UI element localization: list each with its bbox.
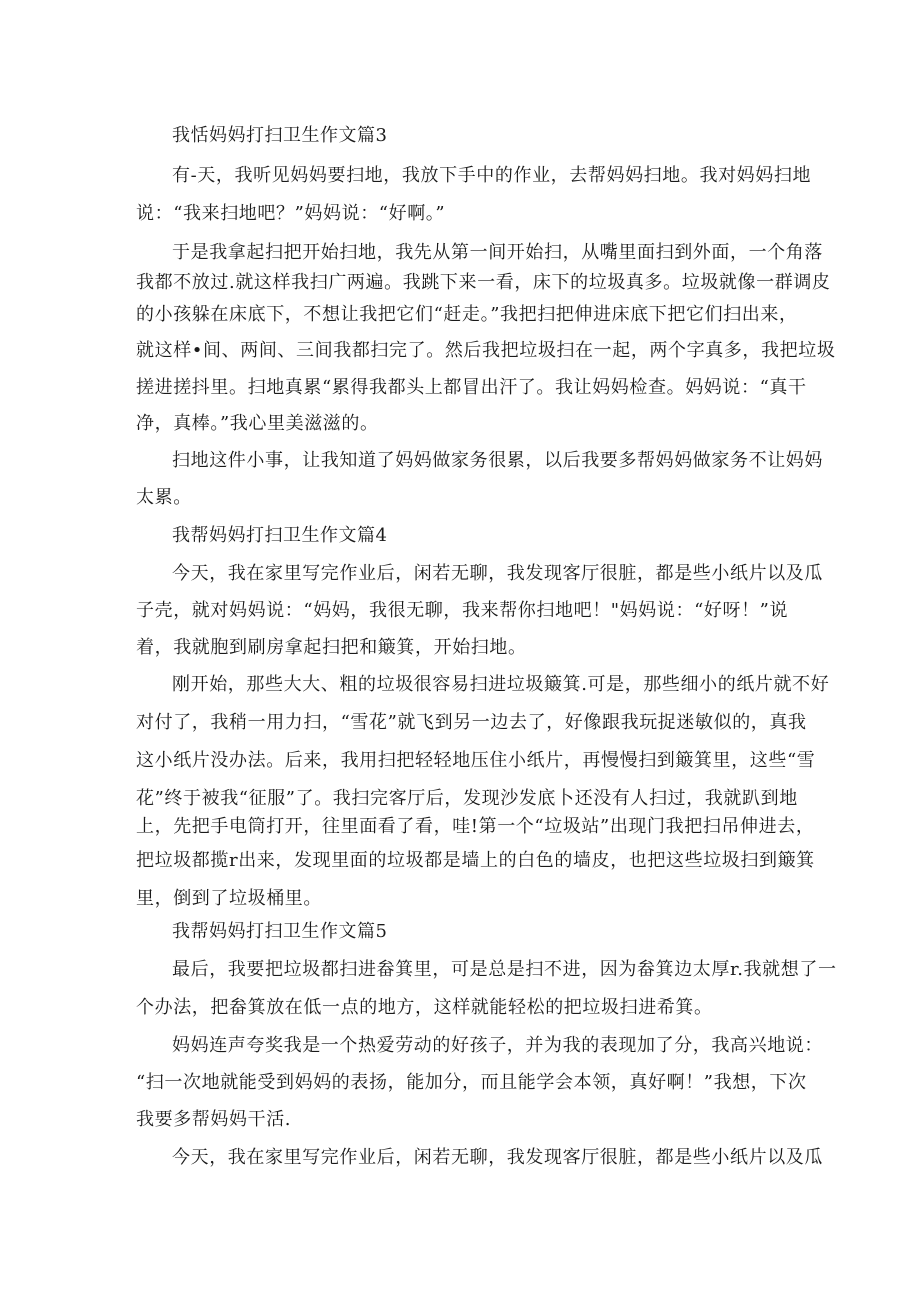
text-line: 这小纸片没办法。后来，我用扫把轻轻地压住小纸片，再慢慢扫到簸箕里，这些“雪 (136, 750, 816, 771)
text-line: 把垃圾都揽r出来，发现里面的垃圾都是墙上的白色的墙皮，也把这些垃圾扫到簸箕 (136, 850, 815, 871)
section-heading: 我帮妈妈打扫卫生作文篇5 (172, 921, 388, 942)
text-line: 的小孩躲在床底下，不想让我把它们“赶走。”我把扫把伸进床底下把它们扫出来， (136, 304, 798, 325)
text-line: 太累。 (136, 487, 192, 508)
text-line: 今天，我在家里写完作业后，闲若无聊，我发现客厅很脏，都是些小纸片以及瓜 (172, 1147, 823, 1168)
text-line: 我要多帮妈妈干活. (136, 1109, 292, 1130)
section-heading: 我恬妈妈打扫卫生作文篇3 (172, 125, 388, 146)
text-line: 子壳，就对妈妈说：“妈妈，我很无聊，我来帮你扫地吧！"妈妈说：“好呀！”说 (136, 600, 789, 621)
text-line: 最后，我要把垃圾都扫进畚箕里，可是总是扫不进，因为畚箕边太厚r.我就想了一 (172, 959, 837, 980)
text-line: 上，先把手电筒打开，往里面看了看，哇!第一个“垃圾站”出现门我把扫吊伸进去， (136, 816, 815, 837)
text-line: 我都不放过.就这样我扫广两遍。我跳下来一看，床下的垃圾真多。垃圾就像一群调皮 (136, 272, 831, 293)
text-line: 净，真棒。”我心里美滋滋的。 (136, 413, 379, 434)
text-line: 说：“我来扫地吧？”妈妈说：“好啊。” (136, 203, 446, 224)
text-line: 妈妈连声夸奖我是一个热爱劳动的好孩子，并为我的表现加了分，我高兴地说： (172, 1035, 823, 1056)
text-line: 花”终于被我“征服”了。我扫完客厅后，发现沙发底卜还没有人扫过，我就趴到地 (136, 788, 798, 809)
text-line: 搓进搓抖里。扫地真累“累得我都头上都冒出汗了。我让妈妈检查。妈妈说：“真干 (136, 377, 807, 398)
text-line: 着，我就胞到刷房拿起扫把和簸箕，开始扫地。 (136, 637, 527, 658)
text-line: 有-天，我听见妈妈要扫地，我放下手中的作业，去帮妈妈扫地。我对妈妈扫地 (172, 165, 812, 186)
text-line: 今天，我在家里写完作业后，闲若无聊，我发现客厅很脏，都是些小纸片以及瓜 (172, 563, 823, 584)
section-heading: 我帮妈妈打扫卫生作文篇4 (172, 525, 388, 546)
text-line: 对付了，我稍一用力扫，“雪花”就飞到另一边去了，好像跟我玩捉迷敏似的，真我 (136, 712, 807, 733)
text-line: 扫地这件小事，让我知道了妈妈做家务很累，以后我要多帮妈妈做家务不让妈妈 (172, 450, 823, 471)
text-line: 个办法，把畚箕放在低一点的地方，这样就能轻松的把垃圾扫进希箕。 (136, 997, 713, 1018)
text-line: 里，倒到了垃圾桶里。 (136, 888, 322, 909)
text-line: 于是我拿起扫把开始扫地，我先从第一间开始扫，从嘴里面扫到外面，一个角落 (172, 242, 823, 263)
text-line: 刚开始，那些大大、粗的垃圾很容易扫进垃圾簸箕.可是，那些细小的纸片就不好 (172, 674, 830, 695)
text-line: 就这样•间、两间、三间我都扫完了。然后我把垃圾扫在一起，两个字真多，我把垃圾 (136, 340, 836, 361)
text-line: “扫一次地就能受到妈妈的表扬，能加分，而且能学会本领，真好啊！”我想，下次 (136, 1072, 807, 1093)
